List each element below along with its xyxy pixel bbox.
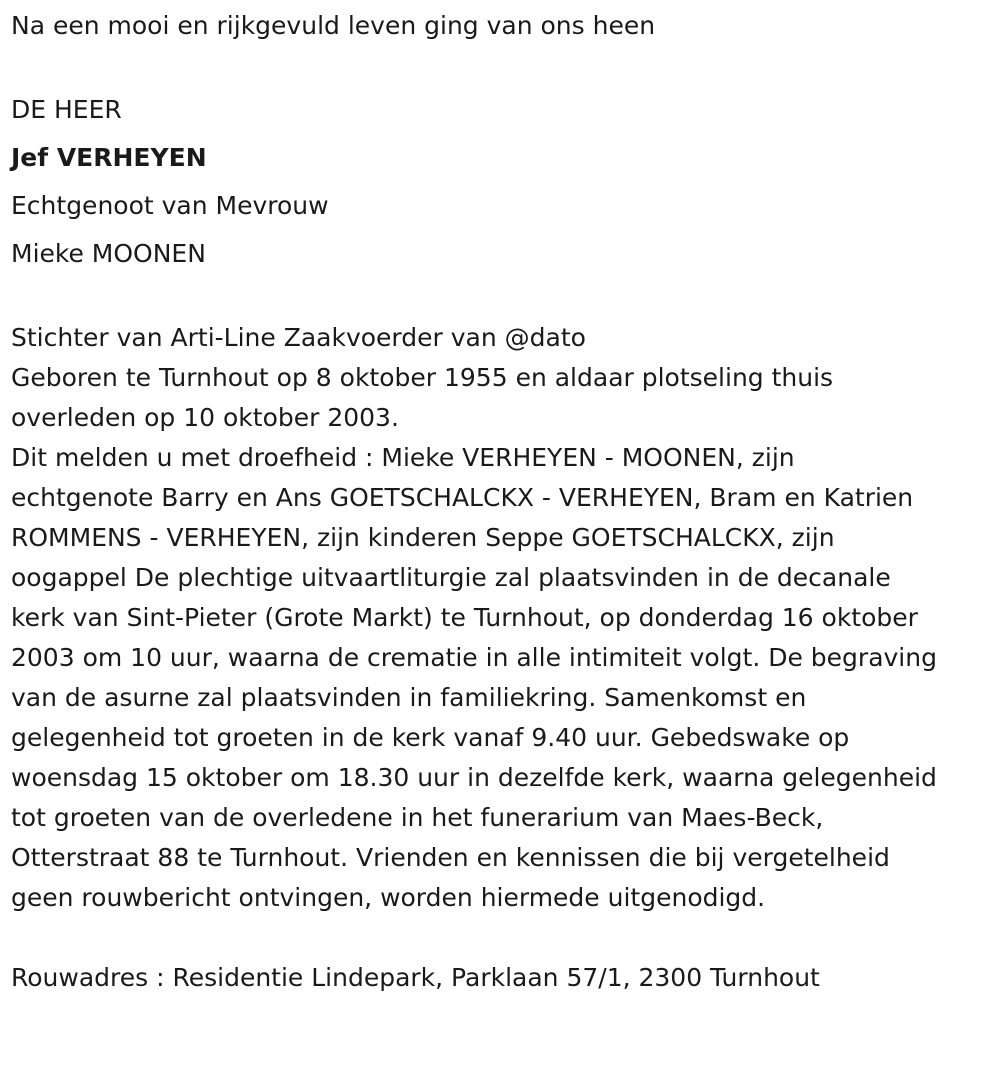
announcement-line: gelegenheid tot groeten in de kerk vanaf 9.40 uur. Gebedswake op bbox=[11, 723, 850, 752]
announcement-line: tot groeten van de overledene in het funerarium van Maes-Beck, bbox=[11, 803, 824, 832]
announcement-line: woensdag 15 oktober om 18.30 uur in dezelfde kerk, waarna gelegenheid bbox=[11, 763, 937, 792]
spouse-line-1: Echtgenoot van Mevrouw bbox=[11, 191, 329, 220]
announcement-line: ROMMENS - VERHEYEN, zijn kinderen Seppe GOETSCHALCKX, zijn bbox=[11, 523, 835, 552]
announcement-line: Otterstraat 88 te Turnhout. Vrienden en kennissen die bij vergetelheid bbox=[11, 843, 890, 872]
announcement-paragraph bbox=[11, 438, 990, 918]
title-prefix: DE HEER bbox=[11, 95, 122, 124]
occupation-line: Stichter van Arti-Line Zaakvoerder van @dato bbox=[11, 323, 586, 352]
intro-line: Na een mooi en rijkgevuld leven ging van ons heen bbox=[11, 11, 656, 40]
name-block bbox=[11, 86, 990, 278]
announcement-line: echtgenote Barry en Ans GOETSCHALCKX - VERHEYEN, Bram en Katrien bbox=[11, 483, 914, 512]
birth-death-line: overleden op 10 oktober 2003. bbox=[11, 403, 399, 432]
birth-death-line: Geboren te Turnhout op 8 oktober 1955 en aldaar plotseling thuis bbox=[11, 363, 834, 392]
announcement-line: Dit melden u met droefheid : Mieke VERHEYEN - MOONEN, zijn bbox=[11, 443, 795, 472]
spouse-line-2: Mieke MOONEN bbox=[11, 239, 206, 268]
announcement-line: geen rouwbericht ontvingen, worden hiermede uitgenodigd. bbox=[11, 883, 766, 912]
announcement-line: 2003 om 10 uur, waarna de crematie in alle intimiteit volgt. De begraving bbox=[11, 643, 937, 672]
mourning-address: Rouwadres : Residentie Lindepark, Parklaan 57/1, 2300 Turnhout bbox=[11, 963, 820, 992]
deceased-name: Jef VERHEYEN bbox=[11, 143, 207, 172]
announcement-line: kerk van Sint-Pieter (Grote Markt) te Turnhout, op donderdag 16 oktober bbox=[11, 603, 918, 632]
announcement-line: oogappel De plechtige uitvaartliturgie zal plaatsvinden in de decanale bbox=[11, 563, 891, 592]
announcement-line: van de asurne zal plaatsvinden in familiekring. Samenkomst en bbox=[11, 683, 807, 712]
birth-death-paragraph bbox=[11, 358, 990, 438]
